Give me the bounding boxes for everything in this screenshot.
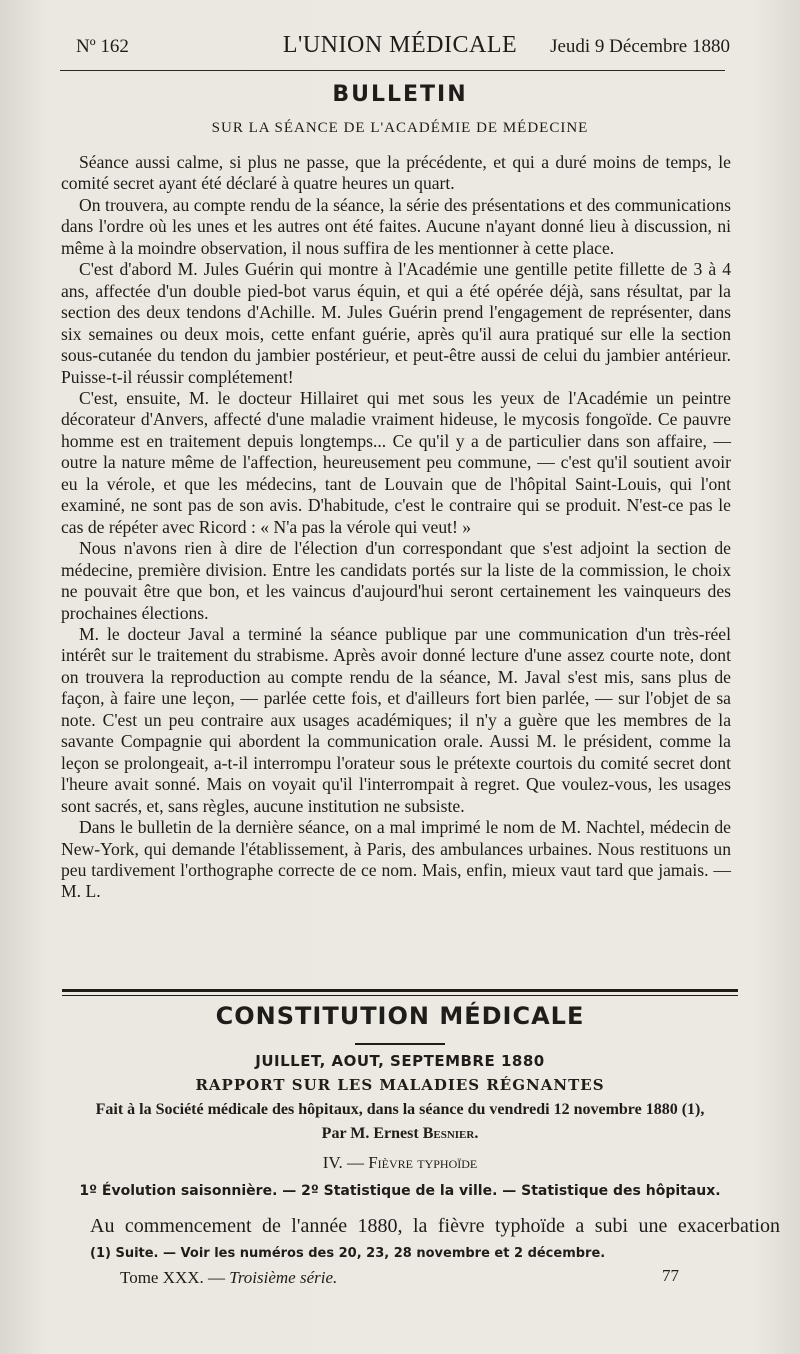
paragraph: Dans le bulletin de la dernière séance, on a mal imprimé le nom de M. Nachtel, médecin de New-York, qui demande l'établissement, à Paris, des ambulances urbaines. Nous restituons un peu tardivement l'orthographe correcte de ce nom. Mais, enfin, mieux vaut tard que jamais. — M. L. [61,817,731,902]
volume-info [120,1268,337,1288]
header-rule [60,70,725,71]
footnote: (1) Suite. — Voir les numéros des 20, 23, 28 novembre et 2 décembre. [90,1246,606,1261]
article-opening-line: Au commencement de l'année 1880, la fièvre typhoïde a subi une exacerbation [90,1215,780,1237]
paragraph: Nous n'avons rien à dire de l'élection d'un correspondant que s'est adjoint la section de médecine, première division. Entre les candidats portés sur la liste de la commission, le choix ne pouvait être que bon, et les vaincus d'aujourd'hui seront certainement les vainqueurs des prochaines élections. [61,538,731,623]
bulletin-body [61,152,731,903]
report-author [0,1125,800,1143]
paragraph: M. le docteur Javal a terminé la séance publique par une communication d'un très-réel intérêt sur le traitement du strabisme. Après avoir donné lecture d'une assez courte note, dont on trouvera la reproduction au compte rendu de la séance, M. Javal s'est mis, sans plus de façon, à faire une leçon, — parlée cette fois, et d'ailleurs fort bien parlée, — sur l'objet de sa note. C'est un peu contraire aux usages académiques; il n'y a guère que les membres de la savante Compagnie qui abordent la communication orale. Aussi M. le président, comme la leçon se prolongeait, a-t-il interrompu l'orateur sous le prétexte courtois du comité secret dont l'heure avait sonné. Mais on voyait qu'il l'interrompait à regret. Que voulez-vous, les usages sont sacrés, et, sans règles, aucune institution ne subsiste. [61,623,731,816]
volume-tome: Tome XXX. — [120,1268,230,1287]
page-number: 77 [662,1266,679,1285]
journal-title: L'UNION MÉDICALE [282,32,518,58]
issue-date: Jeudi 9 Décembre 1880 [550,36,730,57]
subsection-list: 1º Évolution saisonnière. — 2º Statistique de la ville. — Statistique des hôpitaux. [79,1183,721,1199]
report-context: Fait à la Société médicale des hôpitaux, dans la séance du vendredi 12 novembre 1880 (1), [95,1101,705,1118]
author-name: Besnier. [422,1125,479,1142]
issue-number: Nº 162 [76,36,129,57]
paragraph: C'est d'abord M. Jules Guérin qui montre à l'Académie une gentille petite fillette de 3 à 4 ans, affectée d'un double pied-bot varus équin, et qui a été opérée déjà, sans résultat, par la section des deux tendons d'Achille. M. Jules Guérin prend l'engagement de représenter, dans six semaines ou deux mois, cette enfant guérie, après qu'il aura pratiqué sur elle la section sous-cutanée du tendon du jambier postérieur, et peut-être aussi de celui du jambier antérieur. Puisse-t-il réussir complétement! [61,259,731,387]
section-divider-thick [62,989,738,992]
paragraph: C'est, ensuite, M. le docteur Hillairet qui met sous les yeux de l'Académie un peintre décorateur d'Anvers, affecté d'une maladie vraiment hideuse, le mycosis fongoïde. Ce pauvre homme est en traitement depuis longtemps... Ce qu'il y a de particulier dans son affaire, — outre la nature même de l'affection, heureusement peu commune, — c'est qu'il soutient avoir eu la vérole, et que les médecins, tant de Louvain que de l'hôpital Saint-Louis, qui l'ont examiné, ne sont pas de son avis. D'habitude, c'est le contraire qui se produit. N'est-ce pas le cas de répéter avec Ricord : « N'a pas la vérole qui veut! » [61,387,731,537]
title-underline [355,1043,445,1045]
paragraph: Séance aussi calme, si plus ne passe, que la précédente, et qui a duré moins de temps, le comité secret ayant été déclaré à quatre heures un quart. [61,152,731,194]
bulletin-title: BULLETIN [332,82,468,107]
page-header [70,32,730,64]
constitution-title: CONSTITUTION MÉDICALE [215,1002,585,1030]
paragraph: On trouvera, au compte rendu de la séance, la série des présentations et des communications dans l'ordre où les unes et les autres ont été faites. Aucune n'ayant donné lieu à discussion, ni même à la moindre observation, il nous suffira de les mentionner à cette place. [61,194,731,258]
section-heading: IV. — Fièvre typhoïde [322,1153,478,1172]
period-heading: JUILLET, AOUT, SEPTEMBRE 1880 [255,1052,545,1070]
report-heading: RAPPORT SUR LES MALADIES RÉGNANTES [195,1076,605,1094]
section-divider-thin [62,995,738,996]
bulletin-subtitle: SUR LA SÉANCE DE L'ACADÉMIE DE MÉDECINE [211,120,589,136]
volume-series: Troisième série. [229,1268,338,1287]
author-prefix: Par M. Ernest [321,1125,423,1142]
